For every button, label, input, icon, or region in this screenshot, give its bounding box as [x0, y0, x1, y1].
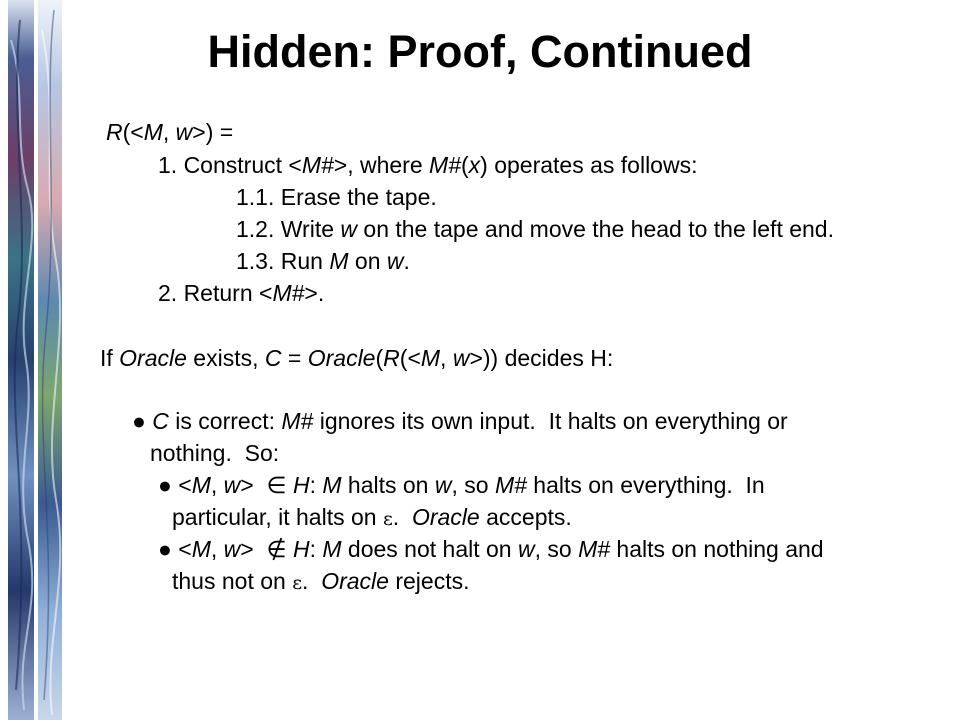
bullet-not-in-h-continuation: thus not on ε. Oracle rejects. [172, 568, 470, 594]
step-1-1-line: 1.1. Erase the tape. [236, 184, 437, 210]
step-1-2-line: 1.2. Write w on the tape and move the head to the left end. [236, 216, 834, 242]
bullet-in-h-continuation: particular, it halts on ε. Oracle accepts. [172, 504, 572, 530]
step-1-3-line: 1.3. Run M on w. [236, 248, 410, 274]
bullet-not-in-h: ● <M, w> ∉ H: M does not halt on w, so M# halts on nothing and [158, 536, 824, 562]
bullet-c-correct-continuation: nothing. So: [150, 440, 280, 466]
slide-title: Hidden: Proof, Continued [207, 26, 753, 77]
decorative-art-strip-right [38, 0, 62, 720]
step-1-line: 1. Construct <M#>, where M#(x) operates as follows: [158, 152, 698, 178]
decorative-art-strip-left [8, 0, 34, 720]
bullet-c-correct: ● C is correct: M# ignores its own input. It halts on everything or [132, 408, 788, 434]
bullet-in-h: ● <M, w> ∈ H: M halts on w, so M# halts on everything. In [158, 472, 765, 498]
oracle-claim-line: If Oracle exists, C = Oracle(R(<M, w>)) decides H: [100, 345, 614, 371]
step-2-line: 2. Return <M#>. [158, 280, 325, 306]
reduction-definition-line: R(<M, w>) = [106, 119, 234, 145]
